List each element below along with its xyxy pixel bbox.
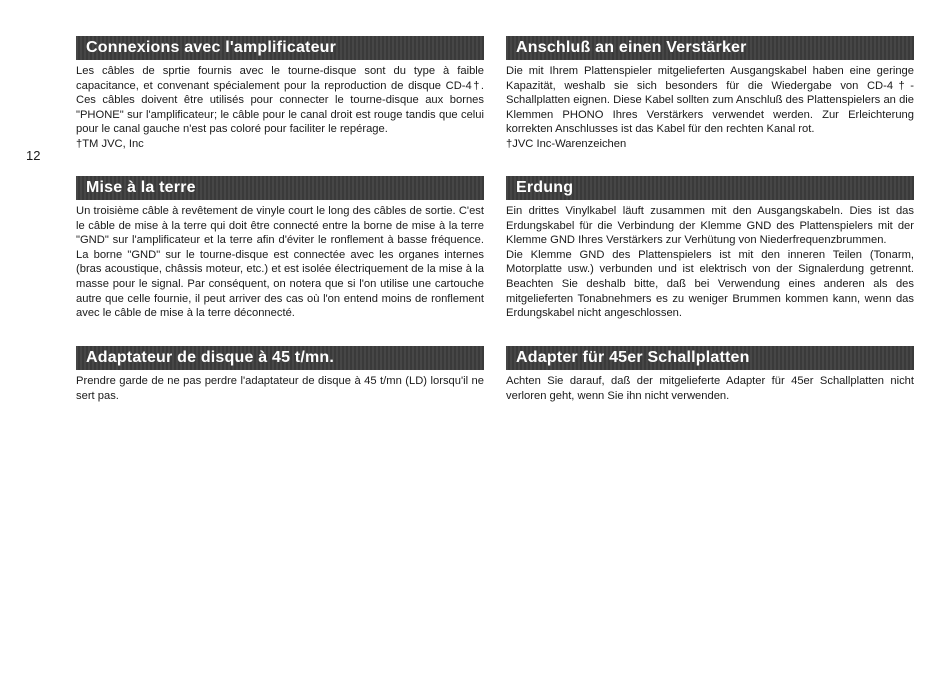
section-body [76, 64, 484, 152]
paragraph: Achten Sie darauf, daß der mitgelieferte Adapter für 45er Schallplatten nicht verloren geht, wenn Sie ihn nicht verwenden. [506, 375, 914, 402]
section-body [506, 374, 914, 403]
section-body [76, 204, 484, 321]
section-heading: Erdung [506, 176, 914, 200]
section-heading: Connexions avec l'amplificateur [76, 36, 484, 60]
section-amplifier-connection-de [506, 36, 914, 152]
page-number: 12 [26, 148, 41, 163]
section-heading: Adapter für 45er Schallplatten [506, 346, 914, 370]
trademark-note: †TM JVC, Inc [76, 137, 144, 150]
section-45-adapter-de [506, 346, 914, 403]
paragraph: Un troisième câble à revêtement de vinyle court le long des câbles de sortie. C'est le câble de mise à la terre qui doit être connecté entre la borne de mise à la terre "GND" sur l'amplificateur et la terre afin d'éviter le ronflement à basse fréquence. La borne "GND" sur le tourne-disque est connectée avec les organes internes (bras acoustique, châssis moteur, etc.) et est isolée électriquement de la mise à la masse pour le signal. Par conséquent, on notera que si l'on utilise une cartouche autre que celle fournie, il peut arriver des cas où l'on entend moins de ronflement avec le câble de mise à la terre déconnecté. [76, 205, 484, 320]
section-grounding-fr [76, 176, 484, 321]
paragraph: Die mit Ihrem Plattenspieler mitgelieferten Ausgangskabel haben eine geringe Kapazität, weshalb sie sich besonders für die Wiedergabe von CD-4†-Schallplatten eignen. Diese Kabel sollten zum Anschluß des Plattenspielers an die Klemmen PHONO Ihres Verstärkers verwendet werden. Zur Erleichterung korrekten Anschlusses ist das Kabel für den rechten Kanal rot. [506, 65, 914, 136]
section-heading: Anschluß an einen Verstärker [506, 36, 914, 60]
paragraph: Les câbles de sprtie fournis avec le tourne-disque sont du type à faible capacitance, et convenant spécialement pour la reproduction de disque CD-4†. Ces câbles doivent être utilisés pour connecter le tourne-disque aux bornes "PHONE" sur l'amplificateur; le câble pour le canal droit est rouge tandis que celui pour le canal gauche n'est pas coloré pour faciliter le repérage. [76, 65, 484, 136]
paragraph: Prendre garde de ne pas perdre l'adaptateur de disque à 45 t/mn (LD) lorsqu'il ne sert pas. [76, 375, 484, 402]
section-body [76, 374, 484, 403]
section-heading: Adaptateur de disque à 45 t/mn. [76, 346, 484, 370]
section-body [506, 64, 914, 152]
paragraph: Die Klemme GND des Plattenspielers ist mit den inneren Teilen (Tonarm, Motorplatte usw.) verbunden und ist elektrisch von der Signalerdung getrennt. Beachten Sie deshalb bitte, daß bei Verwendung eines anderen als des mitgelieferten Tonabnehmers es zu weniger Brummen kommen kann, wenn das Erdungskabel nicht angeschlossen. [506, 248, 914, 320]
section-grounding-de [506, 176, 914, 321]
paragraph: Ein drittes Vinylkabel läuft zusammen mit den Ausgangskabeln. Dies ist das Erdungskabel für die Verbindung der Klemme GND des Plattenspielers mit der Klemme GND Ihres Verstärkers zur Verhütung von Niederfrequenzbrummen. [506, 205, 914, 247]
section-heading: Mise à la terre [76, 176, 484, 200]
section-body [506, 204, 914, 321]
section-45-adapter-fr [76, 346, 484, 403]
section-amplifier-connection-fr [76, 36, 484, 152]
trademark-note: †JVC Inc-Warenzeichen [506, 137, 627, 150]
